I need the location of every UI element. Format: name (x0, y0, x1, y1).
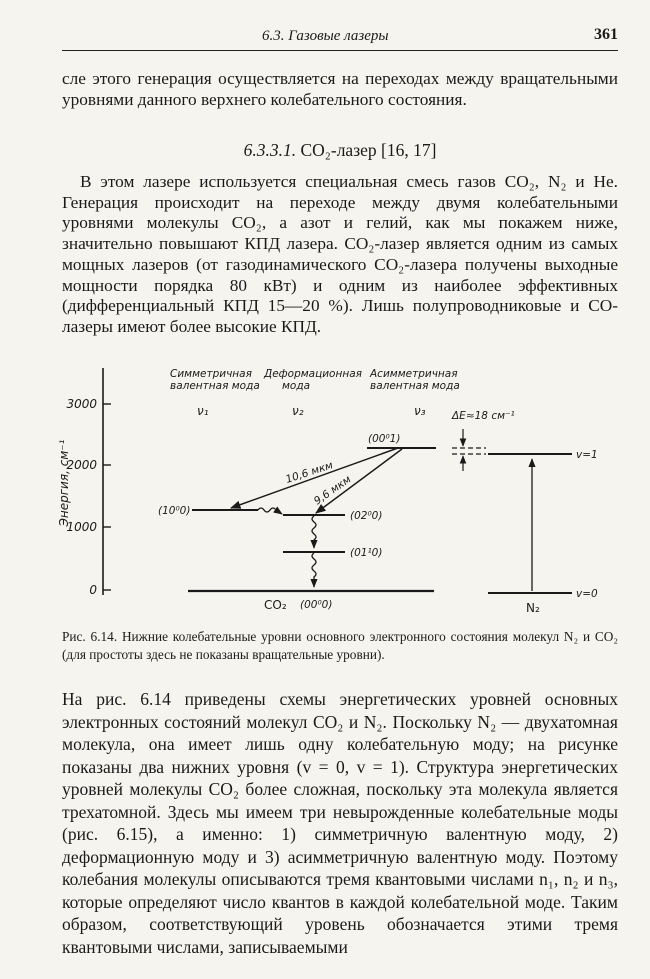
transition-9-6um (316, 449, 402, 513)
ytick-label-2000: 2000 (66, 458, 97, 472)
label-9-6um: 9,6 мкм (311, 473, 354, 508)
mode3-line2: валентная мода (370, 380, 460, 392)
running-header (62, 22, 618, 51)
ytick-label-0: 0 (89, 583, 97, 597)
level-01-0-label: (01¹0) (350, 547, 383, 559)
mode3-line1: Асимметричная (370, 368, 458, 380)
nu2-label: ν₂ (292, 404, 304, 418)
n2-label: N₂ (526, 601, 540, 615)
paragraph-main: На рис. 6.14 приведены схемы энергетических уровней основных электронных состояний молекул CO₂ и N₂. Поскольку N₂ — двухатомная молекула, она имеет лишь одну колебательную моду; на рисунке показаны два нижних уровня (v = 0, v = 1). Структура энергетических уровней молекулы CO₂ более сложная, поскольку эта молекула является трехатомной. Здесь мы имеем три невырожденные колебательные моды (рис. 6.15), а именно: 1) симметричную валентную моду, 2) деформационную моду и 3) асимметричную валентную моду. Поэтому колебания молекулы описываются тремя квантовыми числами n₁, n₂ и n₃, которые определяют число квантов в каждой колебательной моде. Таким образом, соответствующий уровень обозначается этими тремя квантовыми числами, записываемыми (62, 689, 618, 957)
level-00-1-label: (00⁰1) (368, 433, 401, 445)
mode1-line2: валентная мода (170, 380, 260, 392)
ytick-label-1000: 1000 (66, 520, 97, 534)
paragraph-intro: В этом лазере используется специальная смесь газов CO₂, N₂ и He. Генерация происходит на переходе между двумя колебательными уровнями молекулы CO₂, а азот и гелий, как мы покажем ниже, значительно повышают КПД лазера. CO₂-лазер является одним из самых мощных лазеров (от газодинамического CO₂-лазера получены выходные мощности порядка 80 кВт) и одним из наиболее эффективных (дифференциальный КПД 15—20 %). Лишь полупроводниковые и CO-лазеры имеют более высокие КПД. (62, 172, 618, 336)
wavy-decay-10-02 (258, 508, 282, 514)
wavy-decay-02-01 (312, 516, 316, 548)
mode2-line2: мода (282, 380, 311, 392)
y-axis-label: Энергия, см⁻¹ (57, 439, 71, 527)
nu3-label: ν₃ (414, 404, 426, 418)
delta-e-label: ΔE≈18 см⁻¹ (452, 410, 515, 422)
wavy-decay-01-00 (312, 553, 316, 587)
subsection-title: CO₂-лазер (300, 140, 377, 160)
level-10-0-label: (10⁰0) (158, 505, 191, 517)
page-number: 361 (594, 26, 618, 43)
header-section-title: 6.3. Газовые лазеры (262, 28, 389, 44)
n2-v1-label: v=1 (576, 449, 598, 461)
mode2-line1: Деформационная (264, 368, 362, 380)
paragraph-continuation: сле этого генерация осуществляется на переходах между вращательными уровнями данного верхнего колебательного состояния. (62, 69, 618, 109)
level-00-0-label: (00⁰0) (300, 599, 333, 611)
figure-caption: Рис. 6.14. Нижние колебательные уровни основного электронного состояния молекул N₂ и CO₂ (для простоты здесь не показаны вращательные уровни). (62, 629, 618, 662)
energy-level-diagram (0, 355, 650, 625)
ytick-label-3000: 3000 (66, 397, 97, 411)
subsection-refs: [16, 17] (381, 140, 437, 160)
n2-v0-label: v=0 (576, 588, 598, 600)
nu1-label: ν₁ (197, 404, 209, 418)
level-02-0-label: (02⁰0) (350, 510, 383, 522)
label-10-6um: 10,6 мкм (284, 459, 335, 486)
subsection-heading (62, 140, 618, 161)
subsection-number: 6.3.3.1. (243, 140, 297, 160)
co2-label: CO₂ (264, 598, 287, 612)
mode1-line1: Симметричная (170, 368, 252, 380)
